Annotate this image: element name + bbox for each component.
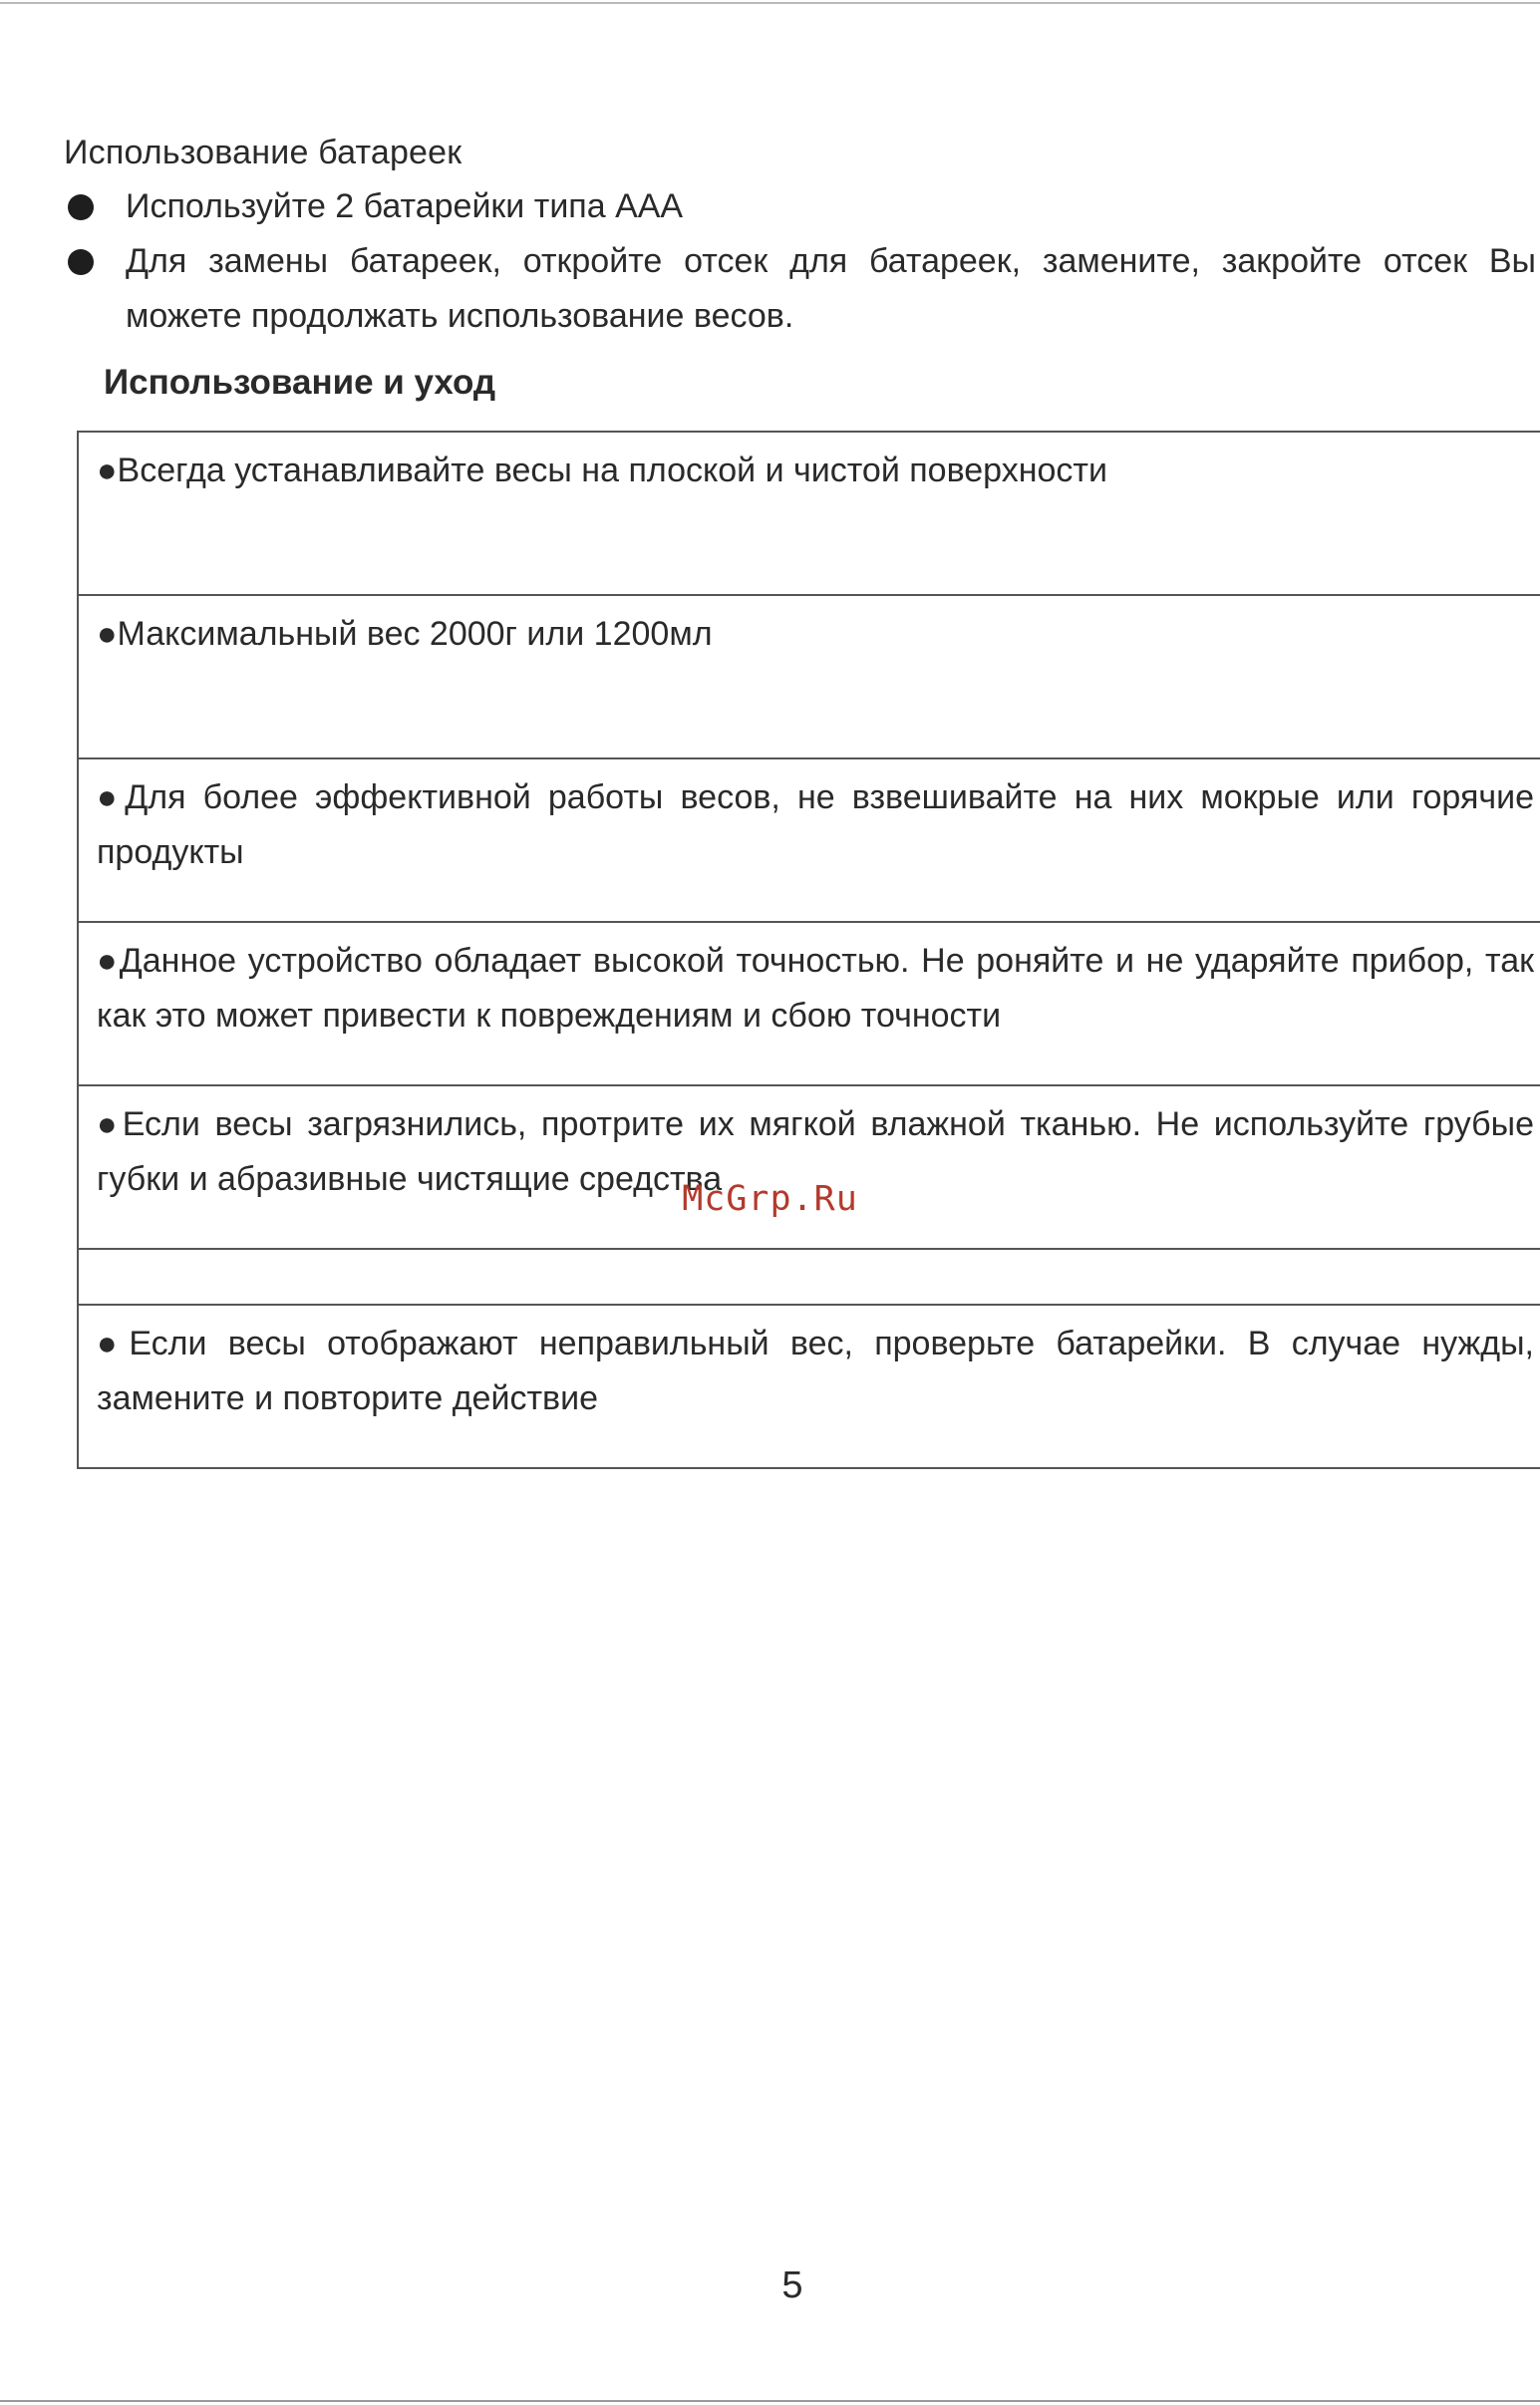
top-border-line — [0, 2, 1540, 4]
list-item-text: Для замены батареек, откройте отсек для батареек, замените, закройте отсек Вы можете продолжать использование весов. — [126, 242, 1536, 335]
bullet-dot-icon — [68, 249, 94, 275]
batteries-list — [64, 179, 1540, 344]
batteries-heading: Использование батареек — [64, 134, 462, 171]
table-cell-text: ●Для более эффективной работы весов, не взвешивайте на них мокрые или горячие продукты — [97, 778, 1534, 871]
list-item — [64, 179, 1540, 234]
bottom-border-line — [0, 2400, 1540, 2402]
care-heading: Использование и уход — [104, 363, 496, 402]
list-item — [64, 234, 1540, 344]
page-number: 5 — [781, 2264, 803, 2306]
list-item-text: Используйте 2 батарейки типа ААА — [126, 187, 684, 225]
table-cell-text: ●Если весы отображают неправильный вес, проверьте батарейки. В случае нужды, замените и повторите действие — [97, 1325, 1534, 1417]
care-table — [77, 431, 1540, 1469]
table-cell-text: ●Максимальный вес 2000г или 1200мл — [97, 615, 713, 653]
bullet-dot-icon — [68, 194, 94, 220]
table-row-empty — [79, 1250, 1540, 1306]
table-cell-text: ●Данное устройство обладает высокой точностью. Не роняйте и не ударяйте прибор, так как это может привести к повреждениям и сбою точности — [97, 942, 1534, 1035]
table-cell-text: ●Всегда устанавливайте весы на плоской и чистой поверхности — [97, 451, 1107, 489]
table-row — [79, 1086, 1540, 1250]
watermark-text: McGrp.Ru — [682, 1179, 858, 1219]
table-row — [79, 596, 1540, 759]
table-row — [79, 923, 1540, 1086]
table-row — [79, 433, 1540, 596]
table-row — [79, 1306, 1540, 1469]
table-row — [79, 759, 1540, 923]
table-cell-text: ●Если весы загрязнились, протрите их мягкой влажной тканью. Не используйте грубые губки и абразивные чистящие средства — [97, 1105, 1534, 1198]
